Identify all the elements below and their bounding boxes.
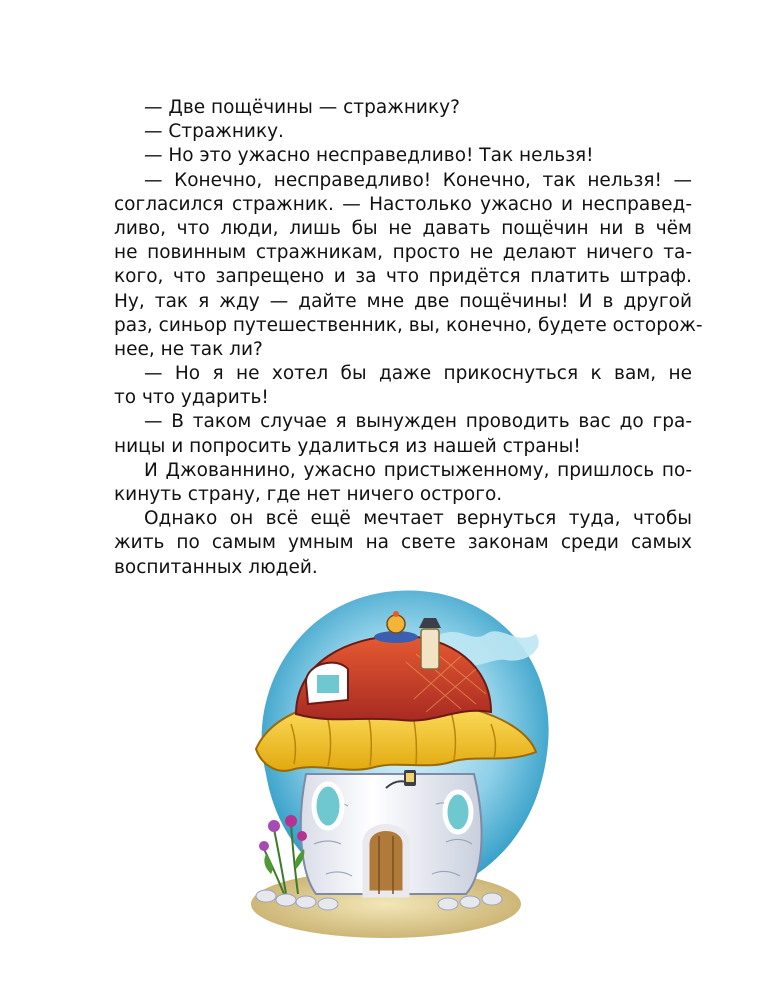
text-line: кинуть страну, где нет ничего острого.	[114, 484, 503, 505]
text-line: не повинным стражникам, просто не делают ничего та-	[114, 242, 692, 264]
text-line: — В таком случае я вынужден проводить вас до гра-	[144, 411, 692, 433]
text-line: жить по самым умным на свете законам среди самых	[114, 532, 692, 554]
text-line: раз, синьор путешественник, вы, конечно, будете осторож-	[114, 314, 703, 336]
story-text	[114, 96, 703, 580]
text-line: ливо, что люди, лишь бы не давать пощёчин ни в чём	[114, 217, 692, 239]
text-line: — Две пощёчины — стражнику?	[144, 97, 460, 118]
text-line: воспитанных людей.	[114, 556, 318, 578]
window-left	[314, 784, 342, 828]
door	[366, 828, 406, 895]
text-line: Ну, так я жду — дайте мне две пощёчины! И в другой	[114, 290, 692, 312]
text-line: то что ударить!	[114, 387, 269, 409]
text-line: кого, что запрещено и за что придётся платить штраф.	[114, 266, 692, 288]
text-line: — Но я не хотел бы даже прикоснуться к вам, не	[144, 363, 692, 385]
text-line: — Но это ужасно несправедливо! Так нельзя!	[144, 145, 594, 167]
text-line: — Стражнику.	[144, 121, 284, 143]
text-line: нее, не так ли?	[114, 338, 263, 360]
text-line: ницы и попросить удалиться из нашей страны!	[114, 435, 581, 457]
text-line: согласился стражник. — Настолько ужасно и несправед-	[114, 193, 692, 215]
text-line: И Джованнино, ужасно пристыженному, пришлось по-	[144, 459, 692, 481]
window-right	[445, 792, 471, 832]
text-line: Однако он всё ещё мечтает вернуться туда, чтобы	[144, 508, 692, 530]
chimney-icon	[419, 618, 441, 669]
mushroom-house-illustration	[236, 574, 566, 964]
text-line: — Конечно, несправедливо! Конечно, так нельзя! —	[144, 169, 692, 191]
